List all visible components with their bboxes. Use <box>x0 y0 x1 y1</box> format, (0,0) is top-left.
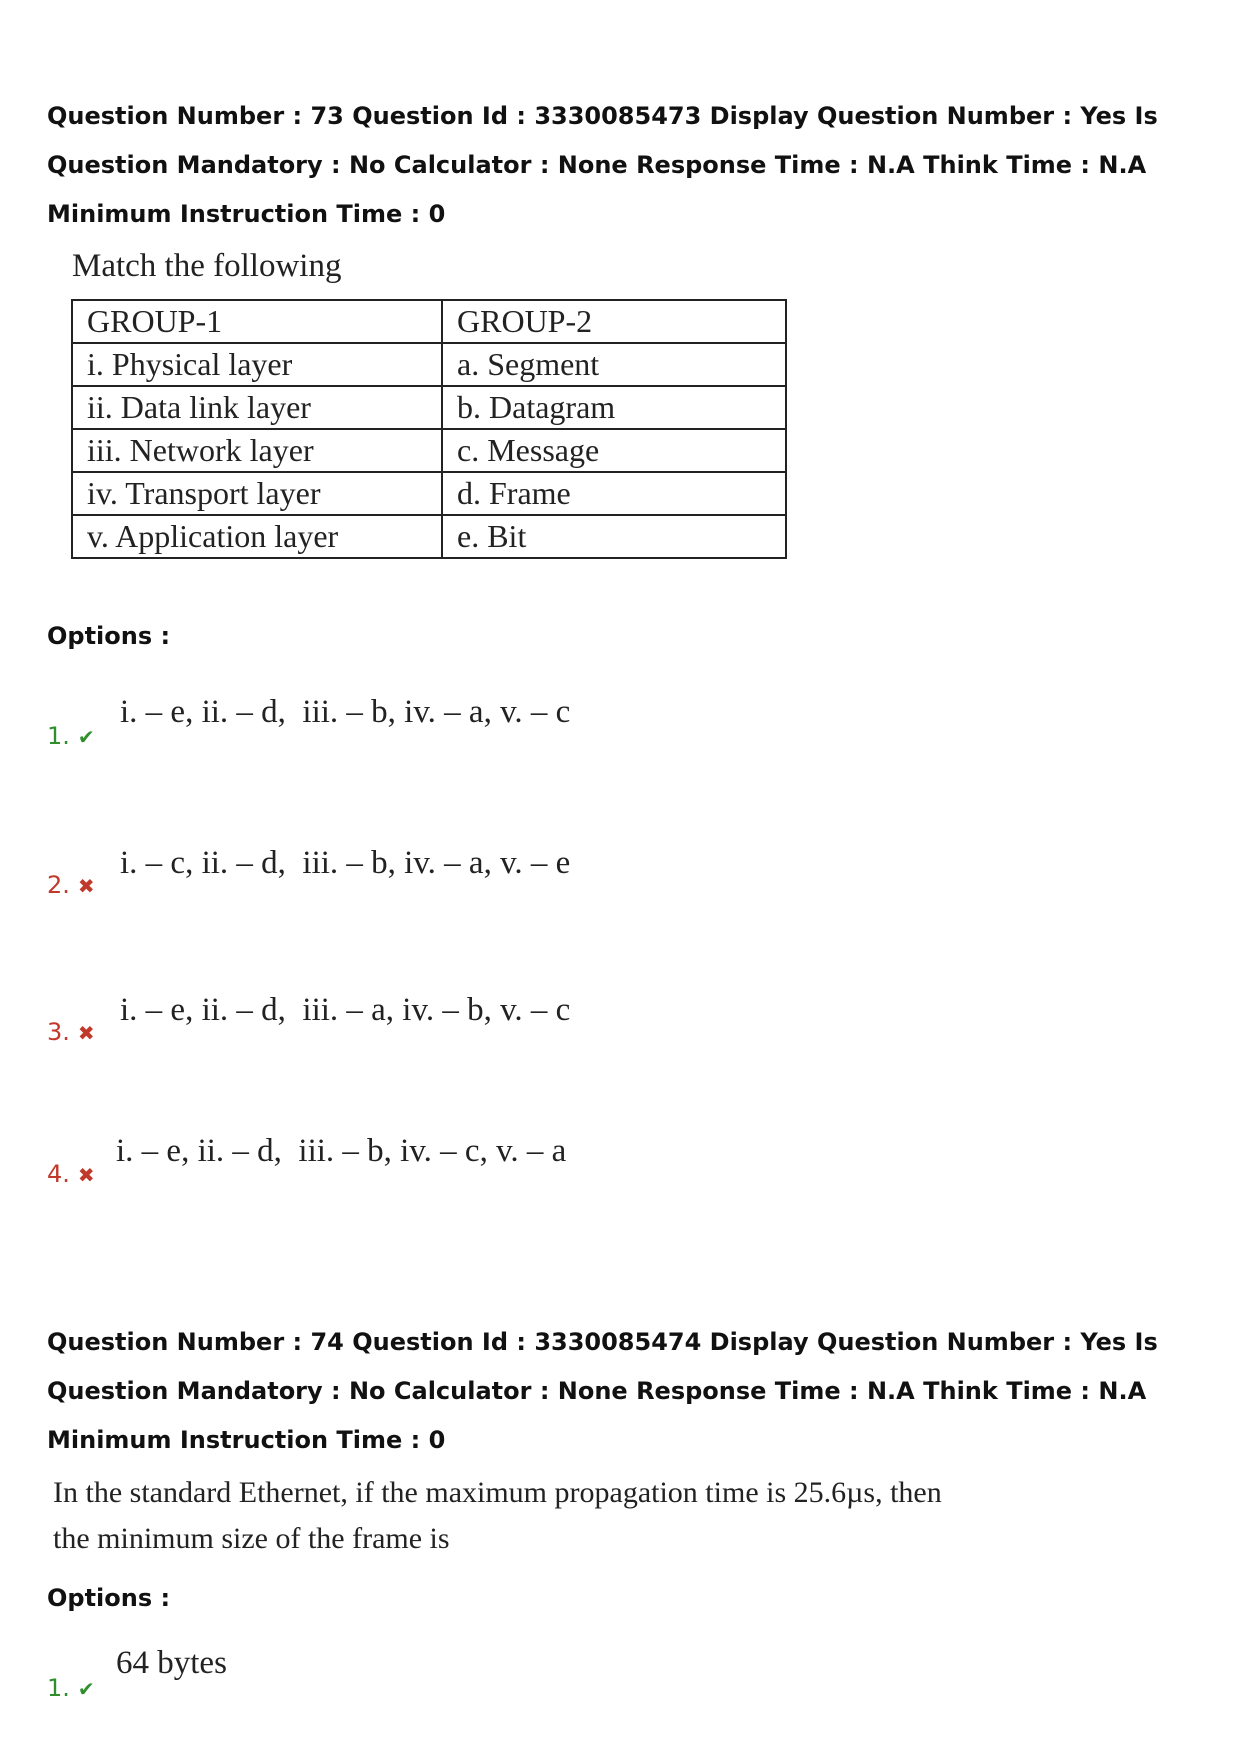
question-73-prompt: Match the following <box>72 248 342 284</box>
options-label: Options : <box>47 1584 171 1612</box>
option-2-number: 2. ✖ <box>47 871 95 899</box>
table-cell: iii. Network layer <box>72 429 442 472</box>
question-74-prompt: In the standard Ethernet, if the maximum propagation time is 25.6µs, then the minimum size of the frame is <box>53 1476 942 1555</box>
option-4-number: 4. ✖ <box>47 1160 95 1188</box>
table-cell: v. Application layer <box>72 515 442 558</box>
table-header-group-1: GROUP-1 <box>72 300 442 343</box>
match-table <box>71 299 787 559</box>
table-row <box>72 472 786 515</box>
option-4-text: i. – e, ii. – d, iii. – b, iv. – c, v. – a <box>116 1133 567 1169</box>
cross-icon: ✖ <box>77 1021 95 1045</box>
option-2-text: i. – c, ii. – d, iii. – b, iv. – a, v. – e <box>120 845 571 881</box>
table-header-row <box>72 300 786 343</box>
option-1-text: i. – e, ii. – d, iii. – b, iv. – a, v. – c <box>120 694 571 730</box>
table-cell: d. Frame <box>442 472 786 515</box>
option-1-number: 1. ✔ <box>47 722 95 750</box>
cross-icon: ✖ <box>77 874 95 898</box>
table-row <box>72 429 786 472</box>
question-73-meta: Question Number : 73 Question Id : 3330085473 Display Question Number : Yes Is Question Mandatory : No Calculator : None Response Time : N.A Think Time : N.A Minimum Instruction Time : 0 <box>47 102 1158 228</box>
table-cell: ii. Data link layer <box>72 386 442 429</box>
option-1-text: 64 bytes <box>116 1645 227 1681</box>
table-cell: iv. Transport layer <box>72 472 442 515</box>
table-row <box>72 386 786 429</box>
table-row <box>72 515 786 558</box>
option-3-text: i. – e, ii. – d, iii. – a, iv. – b, v. – c <box>120 992 571 1028</box>
table-cell: e. Bit <box>442 515 786 558</box>
table-header-group-2: GROUP-2 <box>442 300 786 343</box>
question-74-meta: Question Number : 74 Question Id : 3330085474 Display Question Number : Yes Is Question Mandatory : No Calculator : None Response Time : N.A Think Time : N.A Minimum Instruction Time : 0 <box>47 1328 1158 1454</box>
options-label: Options : <box>47 622 171 650</box>
table-cell: a. Segment <box>442 343 786 386</box>
table-row <box>72 343 786 386</box>
check-icon: ✔ <box>77 1677 95 1701</box>
table-cell: b. Datagram <box>442 386 786 429</box>
option-3-number: 3. ✖ <box>47 1018 95 1046</box>
cross-icon: ✖ <box>77 1163 95 1187</box>
option-1-number: 1. ✔ <box>47 1674 95 1702</box>
check-icon: ✔ <box>77 725 95 749</box>
table-cell: i. Physical layer <box>72 343 442 386</box>
table-cell: c. Message <box>442 429 786 472</box>
